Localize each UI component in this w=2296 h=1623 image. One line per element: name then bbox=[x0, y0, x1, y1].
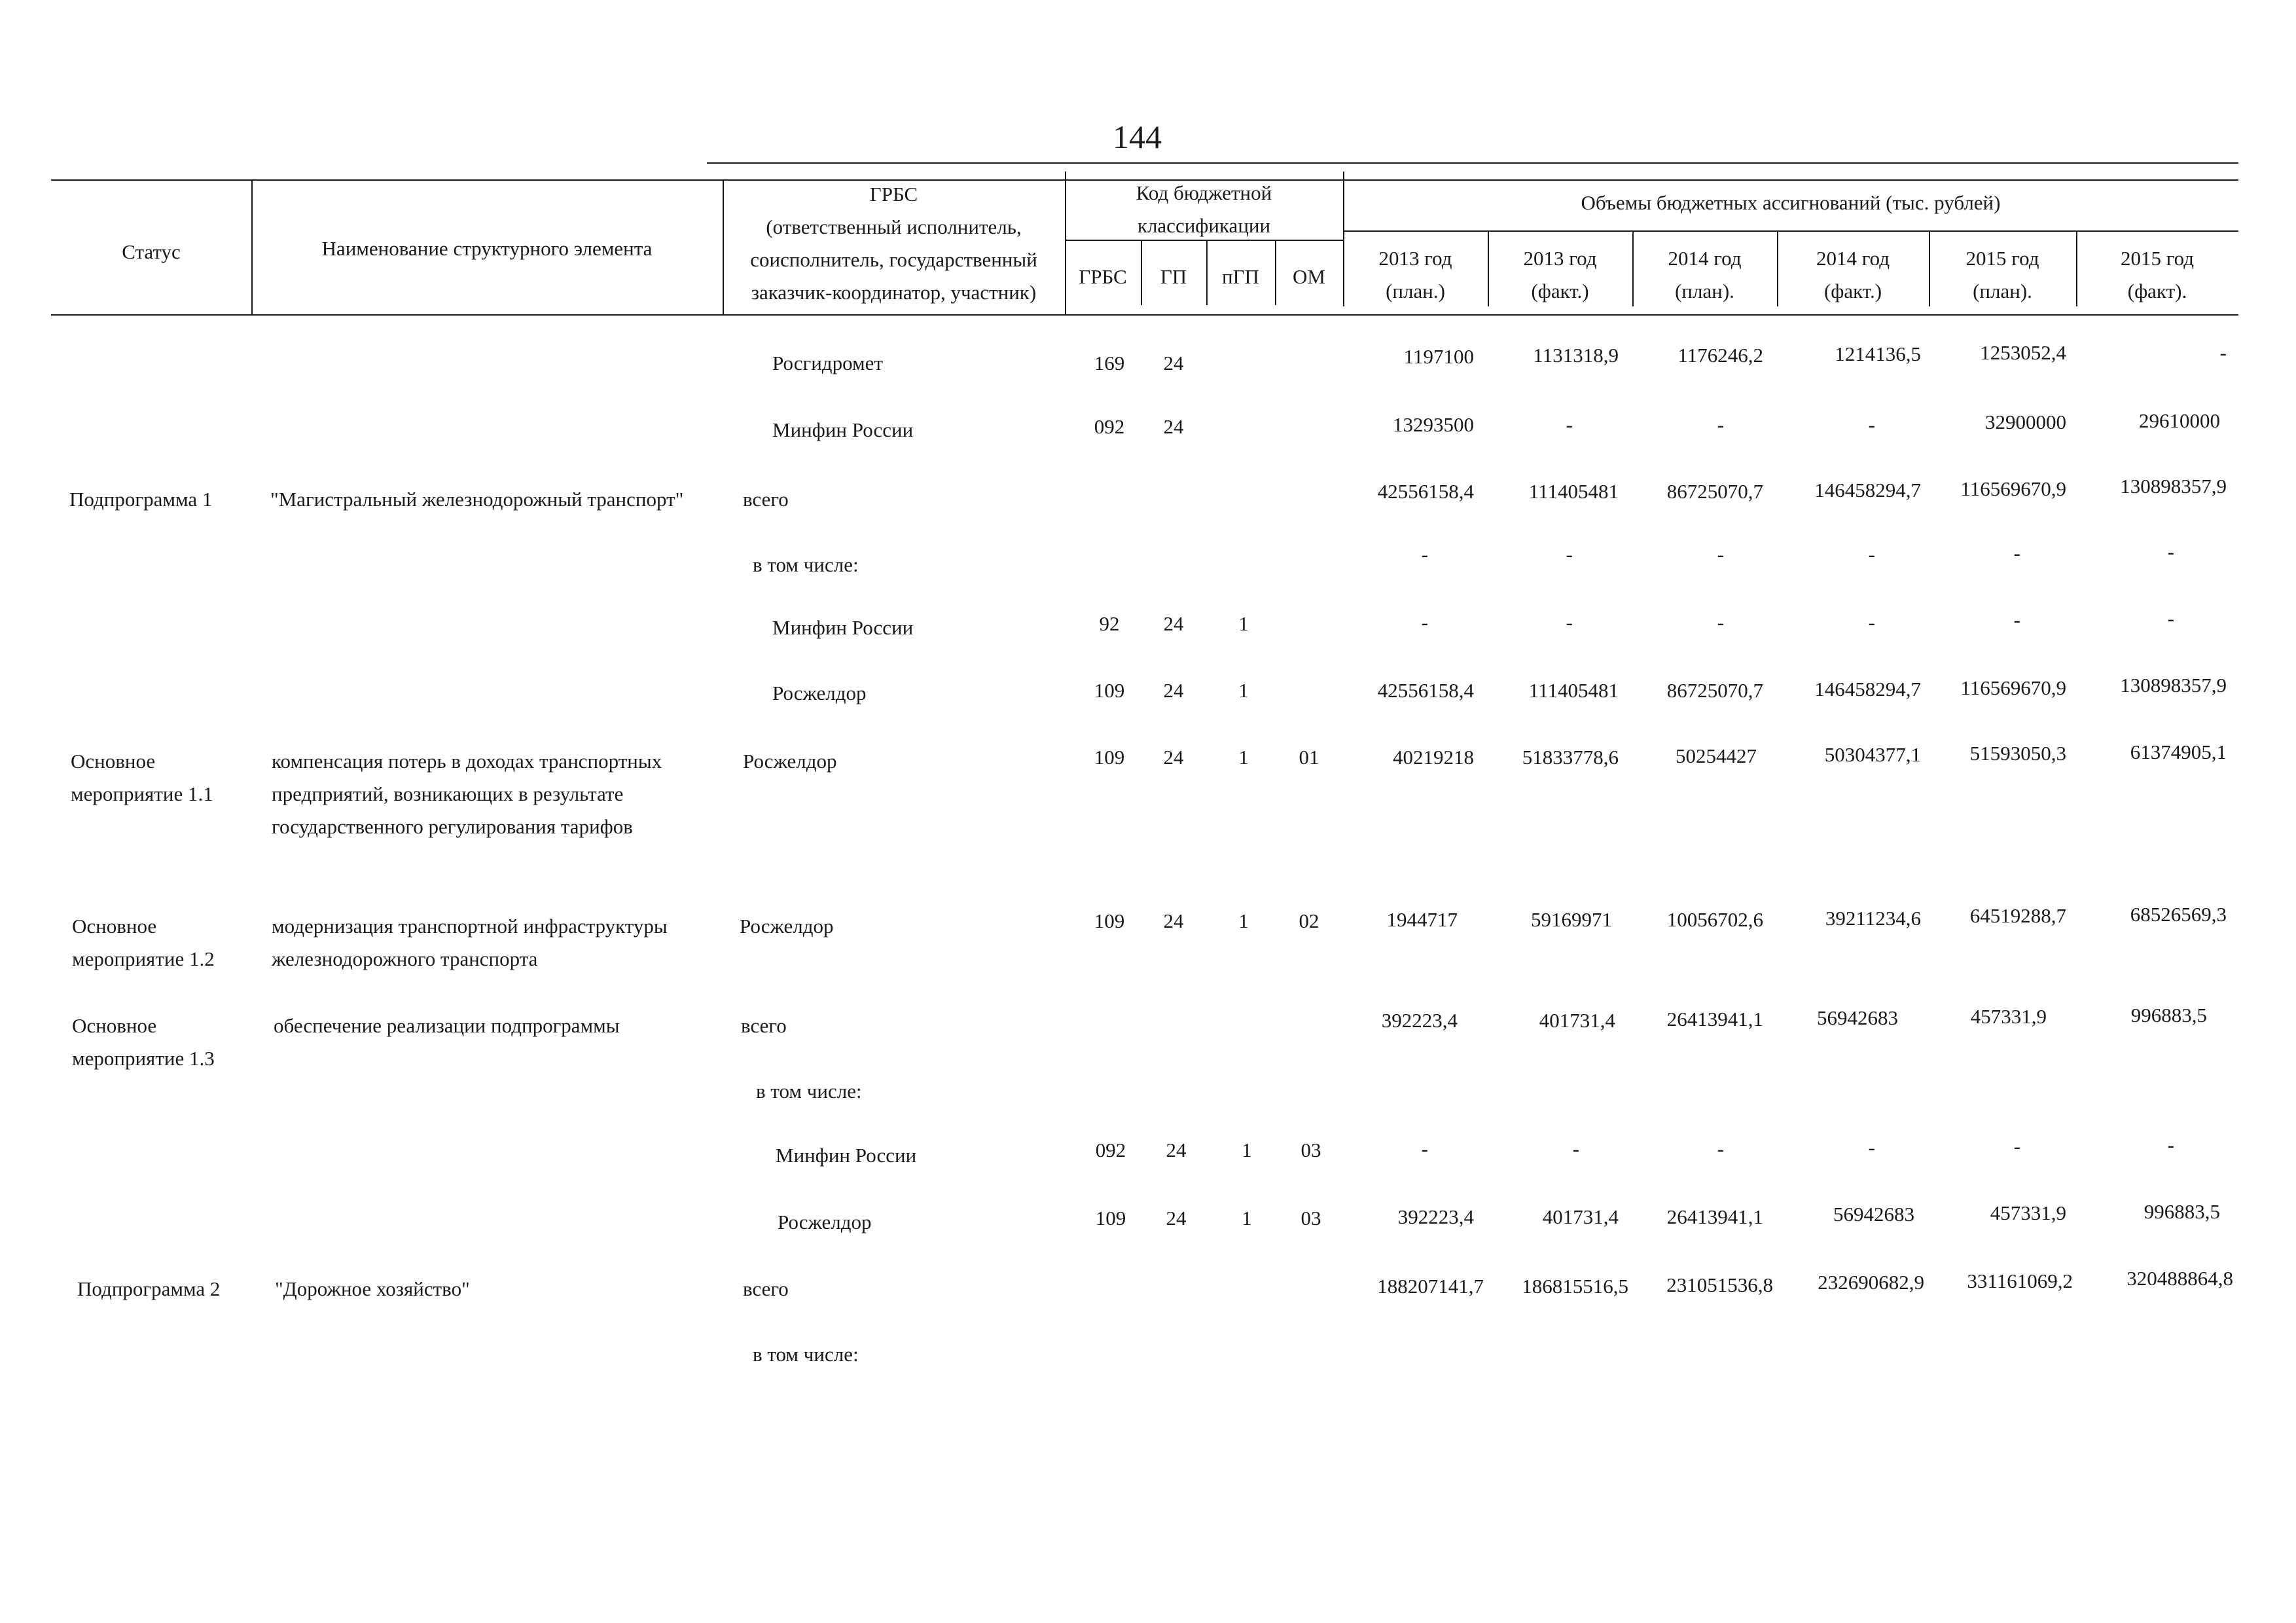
row-code-om: 03 bbox=[1300, 1207, 1321, 1230]
row-value: - bbox=[1566, 413, 1573, 436]
row-status: Подпрограмма 2 bbox=[77, 1277, 221, 1300]
row-executor: Росжелдор bbox=[778, 1211, 872, 1233]
row-value: 68526569,3 bbox=[2130, 903, 2227, 926]
row-value: - bbox=[1717, 611, 1724, 634]
header-code-om: ОМ bbox=[1293, 265, 1325, 288]
row-status: Подпрограмма 1 bbox=[69, 488, 213, 511]
row-value: 996883,5 bbox=[2130, 1004, 2207, 1027]
row-value: - bbox=[1421, 611, 1428, 634]
row-code-grbs: 092 bbox=[1095, 1139, 1126, 1161]
row-value: - bbox=[2167, 540, 2174, 563]
row-value: 42556158,4 bbox=[1377, 679, 1474, 702]
row-value: 457331,9 bbox=[1990, 1201, 2066, 1224]
row-value: 40219218 bbox=[1393, 746, 1474, 769]
row-code-gp: 24 bbox=[1163, 415, 1184, 438]
row-value: 146458294,7 bbox=[1814, 678, 1921, 701]
header-year: 2013 год bbox=[1378, 247, 1452, 270]
row-executor: Минфин России bbox=[776, 1144, 917, 1167]
row-value: - bbox=[2167, 1133, 2174, 1156]
row-value: 146458294,7 bbox=[1814, 479, 1921, 501]
header-grbs-line: (ответственный исполнитель, bbox=[766, 215, 1022, 238]
header-code-grbs: ГРБС bbox=[1079, 265, 1127, 288]
row-code-pgp: 1 bbox=[1242, 1207, 1252, 1230]
row-status: Основное мероприятие 1.2 bbox=[72, 915, 215, 970]
row-value: 996883,5 bbox=[2144, 1200, 2220, 1223]
row-value: 61374905,1 bbox=[2130, 740, 2227, 763]
row-value: 51593050,3 bbox=[1969, 742, 2066, 765]
row-executor: Росжелдор bbox=[772, 682, 867, 704]
row-value: 1176246,2 bbox=[1677, 344, 1763, 367]
row-value: 1131318,9 bbox=[1533, 344, 1619, 367]
header-grbs-line: ГРБС bbox=[869, 183, 918, 206]
row-value: - bbox=[2167, 607, 2174, 630]
row-code-grbs: 092 bbox=[1094, 415, 1125, 438]
row-value: 186815516,5 bbox=[1522, 1275, 1628, 1298]
row-code-gp: 24 bbox=[1163, 679, 1184, 702]
header-year: 2013 год bbox=[1523, 247, 1597, 270]
header-year: 2015 год bbox=[2120, 247, 2195, 270]
row-value: 116569670,9 bbox=[1960, 477, 2066, 500]
header-name: Наименование структурного элемента bbox=[321, 237, 653, 260]
header-year: 2015 год bbox=[1965, 247, 2039, 270]
row-code-om: 02 bbox=[1299, 909, 1319, 932]
row-value: 86725070,7 bbox=[1666, 679, 1763, 702]
row-value: - bbox=[2219, 341, 2227, 364]
row-name: компенсация потерь в доходах транспортных предприятий, возникающих в результате государственного регулирования тарифов bbox=[272, 750, 662, 838]
row-code-pgp: 1 bbox=[1242, 1139, 1252, 1161]
years-subheader-rule bbox=[1343, 230, 2238, 232]
row-value: 39211234,6 bbox=[1825, 907, 1921, 930]
row-value: 51833778,6 bbox=[1522, 746, 1619, 769]
header-grbs-line: заказчик-координатор, участник) bbox=[751, 281, 1037, 304]
row-name: "Дорожное хозяйство" bbox=[275, 1277, 470, 1300]
row-value: 401731,4 bbox=[1542, 1205, 1619, 1228]
header-top-rule bbox=[707, 162, 2238, 164]
row-value: 130898357,9 bbox=[2120, 475, 2227, 498]
row-value: 331161069,2 bbox=[1967, 1269, 2073, 1292]
row-value: 1944717 bbox=[1386, 908, 1458, 931]
row-value: - bbox=[1421, 543, 1428, 566]
row-value: 59169971 bbox=[1531, 908, 1612, 931]
row-executor: в том числе: bbox=[756, 1080, 862, 1103]
row-code-gp: 24 bbox=[1163, 352, 1184, 374]
row-value: 188207141,7 bbox=[1377, 1275, 1484, 1298]
row-value: 56942683 bbox=[1833, 1203, 1914, 1226]
row-value: 116569670,9 bbox=[1960, 676, 2066, 699]
row-code-grbs: 109 bbox=[1094, 909, 1125, 932]
row-value: - bbox=[1868, 611, 1875, 634]
row-value: 32900000 bbox=[1985, 410, 2066, 433]
row-value: - bbox=[2013, 608, 2020, 631]
header-year-kind: (план.) bbox=[1386, 280, 1445, 302]
row-executor: в том числе: bbox=[753, 1343, 859, 1366]
row-code-pgp: 1 bbox=[1238, 746, 1249, 769]
row-value: 86725070,7 bbox=[1666, 480, 1763, 503]
row-value: 64519288,7 bbox=[1969, 904, 2066, 927]
row-value: 392223,4 bbox=[1397, 1205, 1474, 1228]
header-year-kind: (факт.) bbox=[1823, 280, 1882, 302]
row-value: 50304377,1 bbox=[1824, 743, 1921, 766]
header-year: 2014 год bbox=[1816, 247, 1890, 270]
header-year-kind: (план). bbox=[1675, 280, 1734, 302]
row-value: 50254427 bbox=[1676, 744, 1757, 767]
row-value: 111405481 bbox=[1528, 480, 1619, 503]
header-year-kind: (факт.) bbox=[1531, 280, 1589, 302]
row-code-grbs: 169 bbox=[1094, 352, 1125, 374]
row-value: 26413941,1 bbox=[1666, 1205, 1763, 1228]
row-value: 29610000 bbox=[2139, 409, 2220, 432]
row-code-gp: 24 bbox=[1163, 746, 1184, 769]
header-bottom-rule bbox=[51, 314, 2238, 316]
row-value: - bbox=[1566, 611, 1573, 634]
row-value: - bbox=[1717, 1137, 1724, 1160]
row-value: 111405481 bbox=[1528, 679, 1619, 702]
row-value: 1197100 bbox=[1403, 345, 1474, 368]
row-value: 1214136,5 bbox=[1835, 342, 1921, 365]
header-code-pgp: пГП bbox=[1222, 265, 1259, 288]
row-value: - bbox=[1868, 543, 1875, 566]
header-status: Статус bbox=[122, 240, 181, 263]
row-status: Основное мероприятие 1.1 bbox=[71, 750, 213, 805]
row-value: - bbox=[2013, 541, 2020, 564]
row-executor: Росжелдор bbox=[743, 750, 837, 773]
page-number: 144 bbox=[1113, 119, 1162, 155]
row-code-gp: 24 bbox=[1166, 1207, 1187, 1230]
row-executor: Росжелдор bbox=[740, 915, 834, 938]
row-code-om: 03 bbox=[1300, 1139, 1321, 1161]
row-value: 231051536,8 bbox=[1666, 1273, 1773, 1296]
row-value: 42556158,4 bbox=[1377, 480, 1474, 503]
header-year-kind: (факт). bbox=[2127, 280, 2187, 302]
row-executor: в том числе: bbox=[753, 553, 859, 576]
row-value: 320488864,8 bbox=[2126, 1267, 2233, 1290]
row-value: - bbox=[1717, 413, 1724, 436]
row-code-grbs: 109 bbox=[1094, 746, 1125, 769]
row-executor: Минфин России bbox=[772, 418, 914, 441]
row-value: 457331,9 bbox=[1970, 1005, 2047, 1028]
row-code-pgp: 1 bbox=[1238, 909, 1249, 932]
row-name: модернизация транспортной инфраструктуры железнодорожного транспорта bbox=[272, 915, 668, 970]
header-year-kind: (план). bbox=[1973, 280, 2032, 302]
row-executor: Минфин России bbox=[772, 616, 914, 639]
header-code-title: классификации bbox=[1137, 214, 1271, 237]
header-year: 2014 год bbox=[1668, 247, 1742, 270]
row-code-gp: 24 bbox=[1163, 612, 1184, 635]
row-value: - bbox=[1868, 1136, 1875, 1159]
row-value: 10056702,6 bbox=[1666, 908, 1763, 931]
row-code-grbs: 92 bbox=[1099, 612, 1120, 635]
row-executor: всего bbox=[743, 1277, 789, 1300]
header-grbs-line: соисполнитель, государственный bbox=[750, 248, 1037, 271]
row-code-pgp: 1 bbox=[1238, 612, 1249, 635]
row-status: Основное мероприятие 1.3 bbox=[72, 1014, 215, 1070]
row-code-om: 01 bbox=[1299, 746, 1319, 769]
row-value: - bbox=[1566, 543, 1573, 566]
row-value: 232690682,9 bbox=[1818, 1271, 1924, 1294]
row-value: - bbox=[1868, 413, 1875, 436]
row-executor: Росгидромет bbox=[772, 352, 883, 374]
row-value: - bbox=[1717, 543, 1724, 566]
row-name: "Магистральный железнодорожный транспорт" bbox=[270, 488, 684, 511]
row-code-gp: 24 bbox=[1166, 1139, 1187, 1161]
row-code-gp: 24 bbox=[1163, 909, 1184, 932]
row-value: 13293500 bbox=[1393, 413, 1474, 436]
row-code-pgp: 1 bbox=[1238, 679, 1249, 702]
row-code-grbs: 109 bbox=[1094, 679, 1125, 702]
row-code-grbs: 109 bbox=[1095, 1207, 1126, 1230]
row-value: 1253052,4 bbox=[1980, 341, 2066, 364]
row-value: 56942683 bbox=[1817, 1006, 1898, 1029]
header-code-title: Код бюджетной bbox=[1136, 181, 1272, 204]
row-value: - bbox=[1572, 1137, 1579, 1160]
row-name: обеспечение реализации подпрограммы bbox=[274, 1014, 620, 1037]
row-value: 26413941,1 bbox=[1666, 1008, 1763, 1030]
row-value: 392223,4 bbox=[1381, 1009, 1458, 1032]
row-value: - bbox=[1421, 1137, 1428, 1160]
header-code-gp: ГП bbox=[1160, 265, 1187, 288]
row-value: - bbox=[2013, 1135, 2020, 1158]
header-volumes-title: Объемы бюджетных ассигнований (тыс. рублей) bbox=[1581, 191, 2001, 214]
row-executor: всего bbox=[743, 488, 789, 511]
row-executor: всего bbox=[741, 1014, 787, 1037]
row-value: 401731,4 bbox=[1539, 1009, 1615, 1032]
row-value: 130898357,9 bbox=[2120, 674, 2227, 697]
